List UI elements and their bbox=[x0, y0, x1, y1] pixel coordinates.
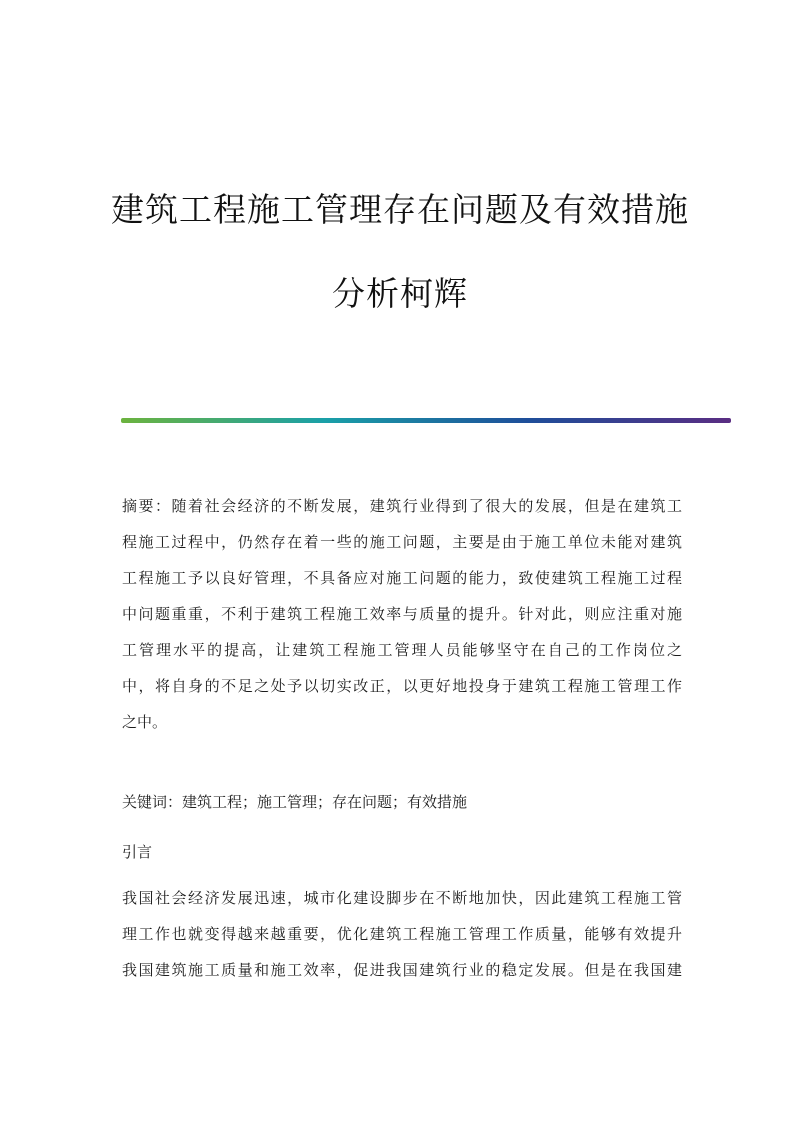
abstract-line: 工管理水平的提高，让建筑工程施工管理人员能够坚守在自己的工作岗位之 bbox=[122, 641, 682, 659]
intro-paragraph bbox=[122, 880, 682, 988]
title-divider bbox=[121, 418, 731, 423]
abstract-line: 中问题重重，不利于建筑工程施工效率与质量的提升。针对此，则应注重对施 bbox=[122, 605, 682, 623]
intro-heading: 引言 bbox=[122, 843, 153, 861]
abstract-paragraph bbox=[122, 488, 682, 740]
intro-line: 我国社会经济发展迅速，城市化建设脚步在不断地加快，因此建筑工程施工管 bbox=[122, 889, 682, 907]
document-title: 建筑工程施工管理存在问题及有效措施 bbox=[111, 190, 689, 229]
abstract-line: 程施工过程中，仍然存在着一些的施工问题，主要是由于施工单位未能对建筑 bbox=[122, 533, 682, 551]
document-title-author: 分析柯辉 bbox=[332, 274, 468, 313]
intro-line: 我国建筑施工质量和施工效率，促进我国建筑行业的稳定发展。但是在我国建 bbox=[122, 961, 682, 979]
keywords-line: 关键词：建筑工程；施工管理；存在问题；有效措施 bbox=[122, 793, 468, 811]
intro-line: 理工作也就变得越来越重要，优化建筑工程施工管理工作质量，能够有效提升 bbox=[122, 925, 682, 943]
abstract-line: 之中。 bbox=[122, 713, 168, 731]
abstract-line: 工程施工予以良好管理，不具备应对施工问题的能力，致使建筑工程施工过程 bbox=[122, 569, 682, 587]
abstract-line: 中，将自身的不足之处予以切实改正，以更好地投身于建筑工程施工管理工作 bbox=[122, 677, 682, 695]
abstract-line: 摘要：随着社会经济的不断发展，建筑行业得到了很大的发展，但是在建筑工 bbox=[122, 497, 682, 515]
